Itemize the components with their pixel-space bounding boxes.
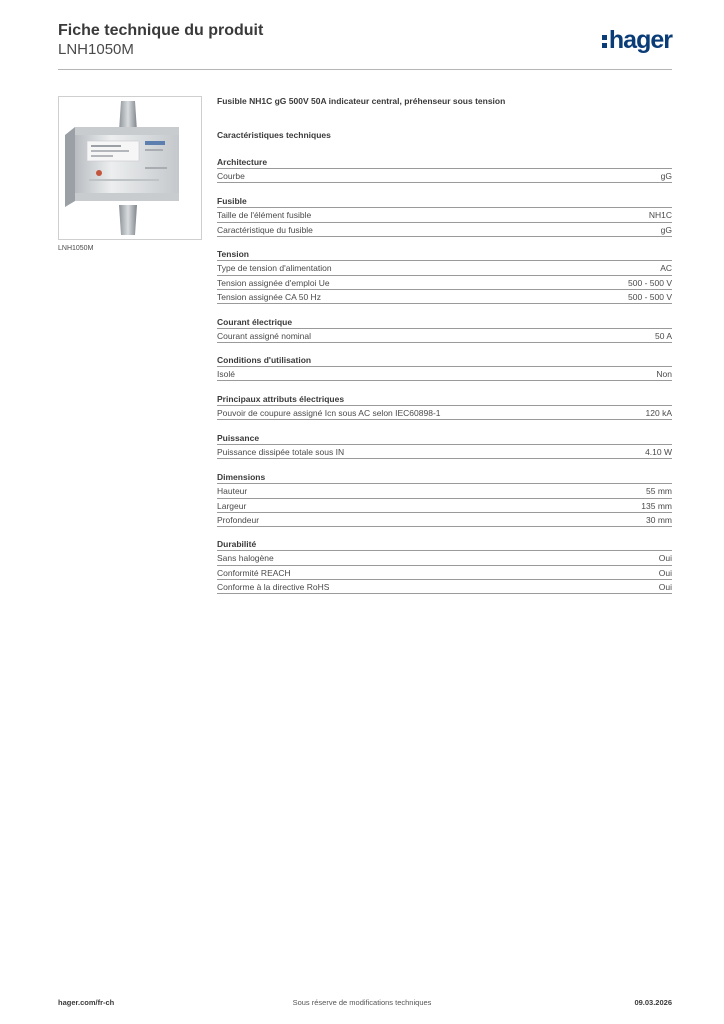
product-description: Fusible NH1C gG 500V 50A indicateur central, préhenseur sous tension xyxy=(217,96,506,106)
spec-value: Oui xyxy=(658,567,672,578)
spec-row xyxy=(217,328,672,343)
spec-value: 4.10 W xyxy=(645,447,672,457)
spec-value: 30 mm xyxy=(646,515,672,526)
spec-group-title: Principaux attributs électriques xyxy=(217,394,345,404)
spec-row xyxy=(217,498,672,513)
spec-value: 500 - 500 V xyxy=(628,292,672,303)
spec-row xyxy=(217,405,672,420)
product-reference: LNH1050M xyxy=(58,41,134,58)
spec-row xyxy=(217,444,672,459)
spec-label: Hauteur xyxy=(217,486,248,496)
spec-value: Oui xyxy=(658,553,672,563)
spec-label: Courbe xyxy=(217,171,245,181)
spec-group-title: Architecture xyxy=(217,157,268,167)
spec-value: gG xyxy=(660,224,672,235)
spec-group-title: Tension xyxy=(217,249,249,259)
spec-value: gG xyxy=(660,171,672,181)
spec-row xyxy=(217,550,672,565)
spec-row xyxy=(217,512,672,527)
product-caption: LNH1050M xyxy=(58,245,94,252)
spec-value: 50 A xyxy=(654,331,672,341)
spec-value: Non xyxy=(656,369,672,379)
spec-group-title: Courant électrique xyxy=(217,317,293,327)
spec-label: Caractéristique du fusible xyxy=(217,224,313,235)
spec-value: AC xyxy=(660,263,672,273)
spec-row xyxy=(217,366,672,381)
footer-website: hager.com/fr-ch xyxy=(58,998,115,1007)
spec-value: 55 mm xyxy=(646,486,672,496)
spec-label: Puissance dissipée totale sous IN xyxy=(217,447,345,457)
logo-mark-icon xyxy=(602,35,607,48)
spec-label: Courant assigné nominal xyxy=(217,331,312,341)
spec-row xyxy=(217,579,672,594)
spec-label: Isolé xyxy=(217,369,235,379)
logo-text: hager xyxy=(608,25,672,54)
spec-label: Type de tension d'alimentation xyxy=(217,263,332,273)
spec-value: 135 mm xyxy=(641,500,672,511)
spec-value: NH1C xyxy=(648,210,672,220)
spec-group-title: Fusible xyxy=(217,196,247,206)
footer-disclaimer: Sous réserve de modifications techniques xyxy=(292,998,432,1007)
spec-group-title: Puissance xyxy=(217,433,260,443)
spec-group-title: Durabilité xyxy=(217,539,257,549)
hager-logo xyxy=(602,25,672,55)
spec-row xyxy=(217,207,672,222)
spec-row xyxy=(217,260,672,275)
spec-label: Conforme à la directive RoHS xyxy=(217,582,330,593)
spec-row xyxy=(217,483,672,498)
spec-heading: Caractéristiques techniques xyxy=(217,130,331,140)
footer-date: 09.03.2026 xyxy=(634,998,672,1007)
spec-label: Largeur xyxy=(217,500,247,511)
spec-row xyxy=(217,168,672,183)
spec-row xyxy=(217,289,672,304)
spec-value: Oui xyxy=(658,582,672,593)
spec-row xyxy=(217,222,672,237)
spec-label: Taille de l'élément fusible xyxy=(217,210,312,220)
spec-label: Conformité REACH xyxy=(217,567,291,578)
spec-group-title: Dimensions xyxy=(217,472,266,482)
spec-row xyxy=(217,565,672,580)
spec-value: 500 - 500 V xyxy=(628,277,672,288)
page-title: Fiche technique du produit xyxy=(58,22,264,39)
spec-label: Pouvoir de coupure assigné Icn sous AC selon IEC60898-1 xyxy=(217,408,441,418)
spec-label: Profondeur xyxy=(217,515,260,526)
spec-label: Sans halogène xyxy=(217,553,274,563)
spec-group-title: Conditions d'utilisation xyxy=(217,355,312,365)
spec-label: Tension assignée CA 50 Hz xyxy=(217,292,321,303)
spec-row xyxy=(217,275,672,290)
spec-value: 120 kA xyxy=(645,408,672,418)
page-header xyxy=(58,20,672,70)
fuse-cartridge-icon xyxy=(59,97,201,239)
spec-label: Tension assignée d'emploi Ue xyxy=(217,277,330,288)
product-image xyxy=(58,96,202,240)
